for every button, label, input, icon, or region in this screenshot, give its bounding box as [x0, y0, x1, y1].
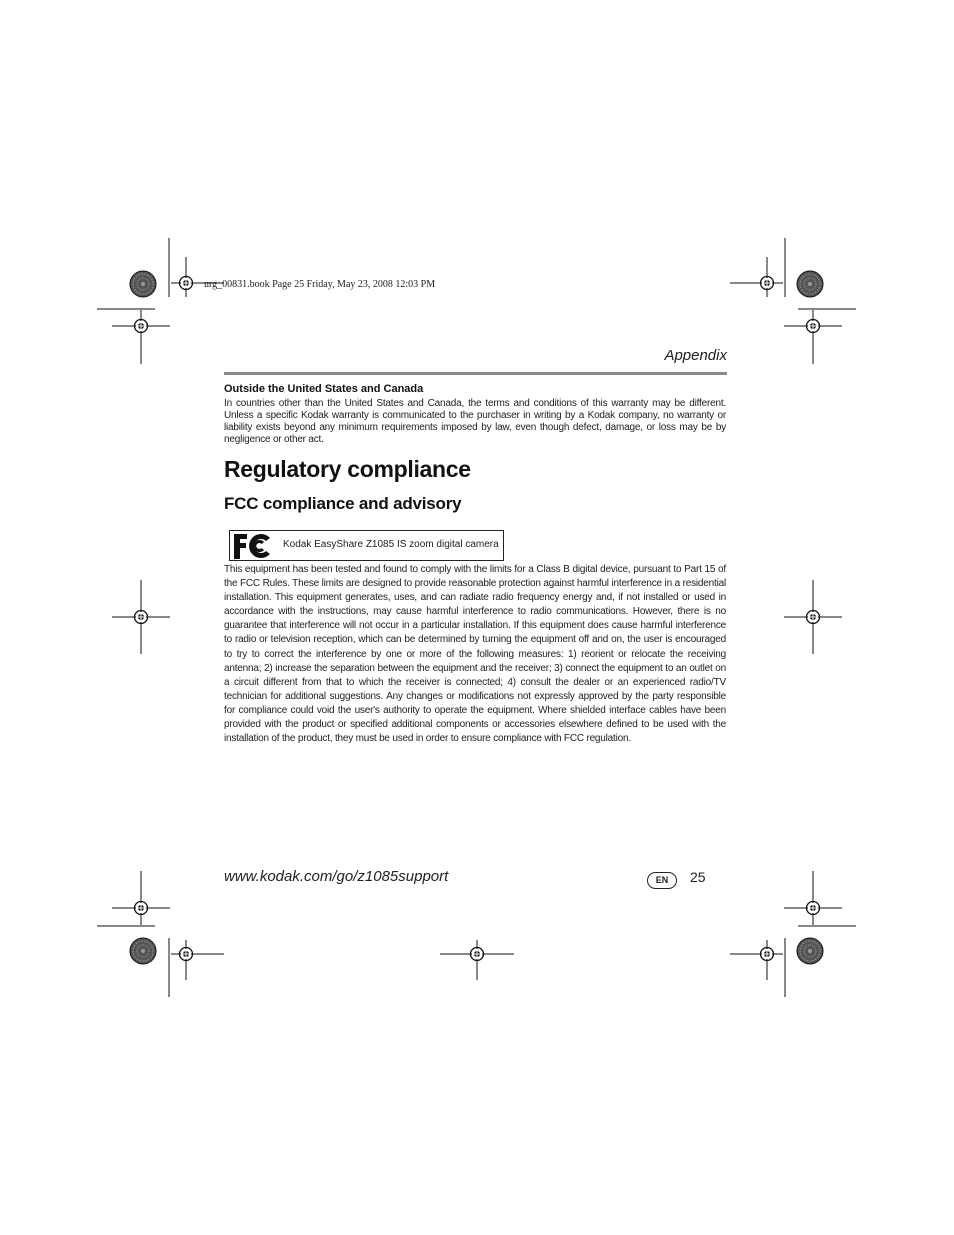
- header-rule: [224, 372, 727, 375]
- running-head: Appendix: [664, 347, 727, 364]
- fcc-label-box: [229, 530, 504, 561]
- warranty-paragraph: In countries other than the United States and Canada, the terms and conditions of this warranty may be different. Unless a specific Kodak warranty is communicated to the purchaser in writing by a Kodak company, no warranty or liability exists beyond any minimum requirements imposed by law, even though defect, damage, or loss may be by negligence or other act.: [224, 398, 726, 445]
- fcc-logo-icon: [232, 532, 272, 560]
- fcc-paragraph: This equipment has been tested and found to comply with the limits for a Class B digital device, pursuant to Part 15 of the FCC Rules. These limits are designed to provide reasonable protection against harmful interference in a residential installation. This equipment generates, uses, and can radiate radio frequency energy and, if not installed or used in accordance with the instructions, may cause harmful interference to radio communications. However, there is no guarantee that interference will not occur in a particular installation. If this equipment does cause harmful interference to radio or television reception, which can be determined by turning the equipment off and on, the user is encouraged to try to correct the interference by one or more of the following measures: 1) reorient or relocate the receiving antenna; 2) increase the separation between the equipment and the receiver; 3) connect the equipment to an outlet on a circuit different from that to which the receiver is connected; 4) consult the dealer or an experienced radio/TV technician for additional suggestions. Any changes or modifications not expressly approved by the party responsible for compliance could void the user's authority to operate the equipment. Where shielded interface cables have been provided with the product or specified additional components or accessories elsewhere defined to be used with the installation of the product, they must be used in order to ensure compliance with FCC regulation.: [224, 564, 726, 745]
- language-badge: EN: [647, 872, 677, 889]
- page-number: 25: [690, 869, 706, 885]
- support-url-link[interactable]: www.kodak.com/go/z1085support: [224, 868, 449, 885]
- warranty-heading: Outside the United States and Canada: [224, 383, 424, 395]
- section-heading: FCC compliance and advisory: [224, 494, 462, 513]
- print-info: urg_00831.book Page 25 Friday, May 23, 2008 12:03 PM: [204, 279, 436, 290]
- fcc-label-caption: Kodak EasyShare Z1085 IS zoom digital camera: [283, 539, 499, 550]
- page-title: Regulatory compliance: [224, 456, 471, 482]
